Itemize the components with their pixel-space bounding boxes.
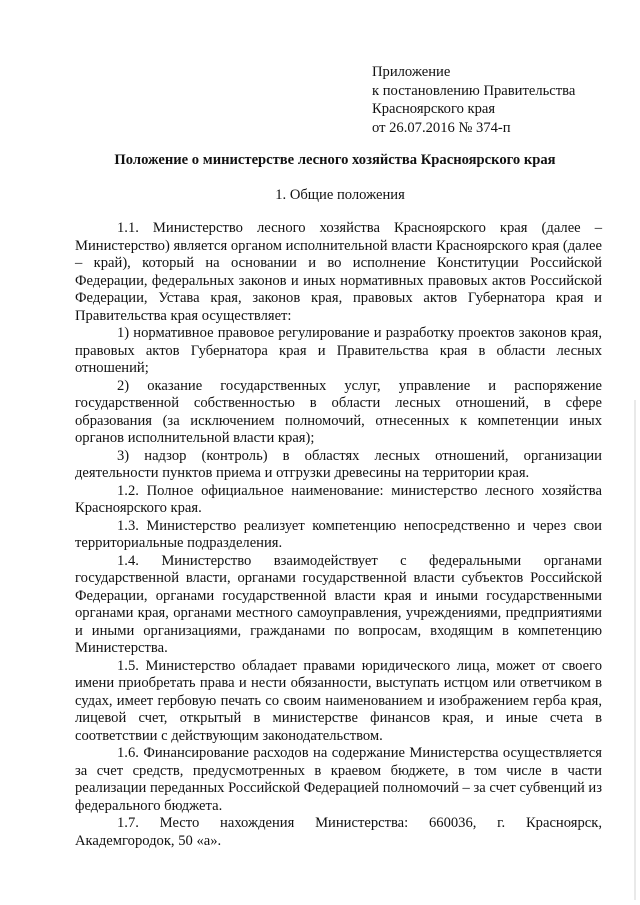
paragraph-1-1: 1.1. Министерство лесного хозяйства Красноярского края (далее – Министерство) является органом исполнительной власти Красноярского края (далее – край), который на основании и во исполнение Конституции Российской Федерации, федеральных законов и иных нормативных правовых актов Российской Федерации, Устава края, законов края, правовых актов Губернатора края и Правительства края осуществляет: [75,220,602,324]
appendix-label: Приложение [372,64,451,80]
paragraph-1-1-item-3: 3) надзор (контроль) в областях лесных отношений, организации деятельности пунктов приема и отгрузки древесины на территории края. [75,447,602,481]
paragraph-1-4: 1.4. Министерство взаимодействует с федеральными органами государственной власти, органами государственной власти субъектов Российской Федерации, органами государственной власти края и иными государственными органами края, органами местного самоуправления, учреждениями, предприятиями и иными организациями, гражданами по вопросам, входящим в компетенцию Министерства. [75,552,602,656]
section-heading: 1. Общие положения [275,187,405,203]
paragraph-1-1-item-2: 2) оказание государственных услуг, управление и распоряжение государственной собственностью в области лесных отношений, в сфере образования (за исключением полномочий, отнесенных к компетенции иных органов исполнительной власти края); [75,377,602,446]
paragraph-1-7: 1.7. Место нахождения Министерства: 660036, г. Красноярск, Академгородок, 50 «а». [75,815,602,849]
appendix-date-number: от 26.07.2016 № 374-п [372,119,511,136]
document-body [75,220,602,850]
paragraph-1-6: 1.6. Финансирование расходов на содержание Министерства осуществляется за счет средств, предусмотренных в краевом бюджете, в том числе в части реализации переданных Российской Федерацией полномочий – за счет субвенций из федерального бюджета. [75,745,602,814]
appendix-resolution: к постановлению Правительства [372,82,576,99]
document-title: Положение о министерстве лесного хозяйства Красноярского края [114,152,556,168]
paragraph-1-5: 1.5. Министерство обладает правами юридического лица, может от своего имени приобретать права и нести обязанности, выступать истцом или ответчиком в судах, имеет гербовую печать со своим наименованием и изображением герба края, лицевой счет, открытый в министерстве финансов края, и иные счета в соответствии с действующим законодательством. [75,657,602,744]
paragraph-1-1-item-1: 1) нормативное правовое регулирование и разработку проектов законов края, правовых актов Губернатора края и Правительства края в области лесных отношений; [75,325,602,376]
appendix-block [372,63,622,137]
paragraph-1-2: 1.2. Полное официальное наименование: министерство лесного хозяйства Красноярского края. [75,482,602,516]
paragraph-1-3: 1.3. Министерство реализует компетенцию непосредственно и через свои территориальные подразделения. [75,517,602,551]
scan-edge-shadow [634,400,636,900]
appendix-region: Красноярского края [372,101,496,117]
